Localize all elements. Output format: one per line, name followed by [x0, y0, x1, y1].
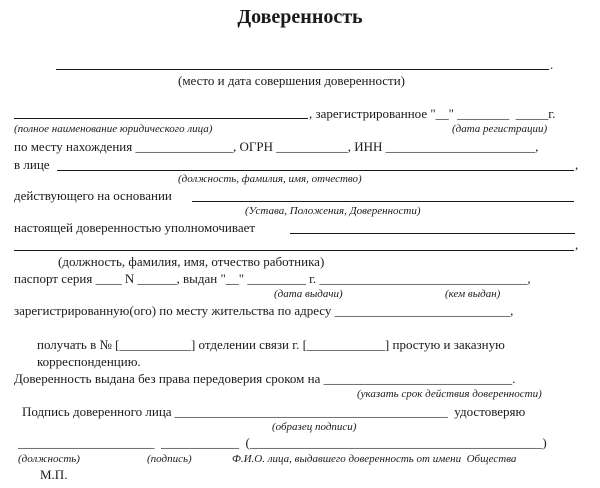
receive-mail-cont: корреспонденцию.	[37, 354, 141, 369]
signature-text: Подпись доверенного лица __________________________________________ удостоверяю	[22, 404, 526, 419]
represented-by-label: в лице	[14, 157, 50, 172]
acting-basis-label: действующего на основании	[14, 188, 172, 203]
registration-text: , зарегистрированное "__" ________ _____г.	[309, 106, 556, 121]
place-date-line-end: .	[550, 57, 554, 72]
issuer-name-note: Ф.И.О. лица, выдавшего доверенность от имени Общества	[232, 453, 517, 465]
issuer-signature-note: (подпись)	[147, 453, 192, 465]
employee-note: (должность, фамилия, имя, отчество работника)	[58, 254, 325, 269]
stamp-label: М.П.	[40, 467, 68, 482]
entity-name-line	[14, 118, 308, 119]
place-date-line	[56, 69, 549, 70]
passport-date-note: (дата выдачи)	[274, 288, 343, 300]
issuer-signature-lines: _____________________ ____________ (_____________________________________________)	[18, 435, 547, 450]
place-date-note: (место и дата совершения доверенности)	[178, 73, 406, 88]
employee-line-end: ,	[575, 237, 579, 252]
registration-date-note: (дата регистрации)	[452, 123, 548, 135]
representative-line-end: ,	[575, 157, 579, 172]
location-ogrn-inn-text: по месту нахождения _______________, ОГРН ___________, ИНН _______________________,	[14, 139, 539, 154]
representative-line	[57, 170, 574, 171]
registered-address-text: зарегистрированную(ого) по месту жительства по адресу ___________________________,	[14, 303, 514, 318]
issuer-position-note: (должность)	[18, 453, 80, 465]
entity-name-note: (полное наименование юридического лица)	[14, 123, 213, 135]
authorizes-line	[290, 233, 575, 234]
receive-mail-text: получать в № [___________] отделении связи г. [____________] простую и заказную	[37, 337, 505, 352]
acting-basis-line	[192, 201, 574, 202]
passport-issuer-note: (кем выдан)	[445, 288, 501, 300]
acting-basis-note: (Устава, Положения, Доверенности)	[245, 205, 421, 217]
validity-text: Доверенность выдана без права передоверия сроком на _____________________________.	[14, 371, 516, 386]
document-title: Доверенность	[237, 6, 363, 28]
validity-note: (указать срок действия доверенности)	[357, 388, 542, 400]
authorizes-label: настоящей доверенностью уполномочивает	[14, 220, 256, 235]
employee-line	[14, 250, 574, 251]
signature-sample-note: (образец подписи)	[272, 421, 357, 433]
passport-text: паспорт серия ____ N ______, выдан "__" _________ г. ________________________________,	[14, 271, 531, 286]
representative-note: (должность, фамилия, имя, отчество)	[178, 173, 362, 185]
